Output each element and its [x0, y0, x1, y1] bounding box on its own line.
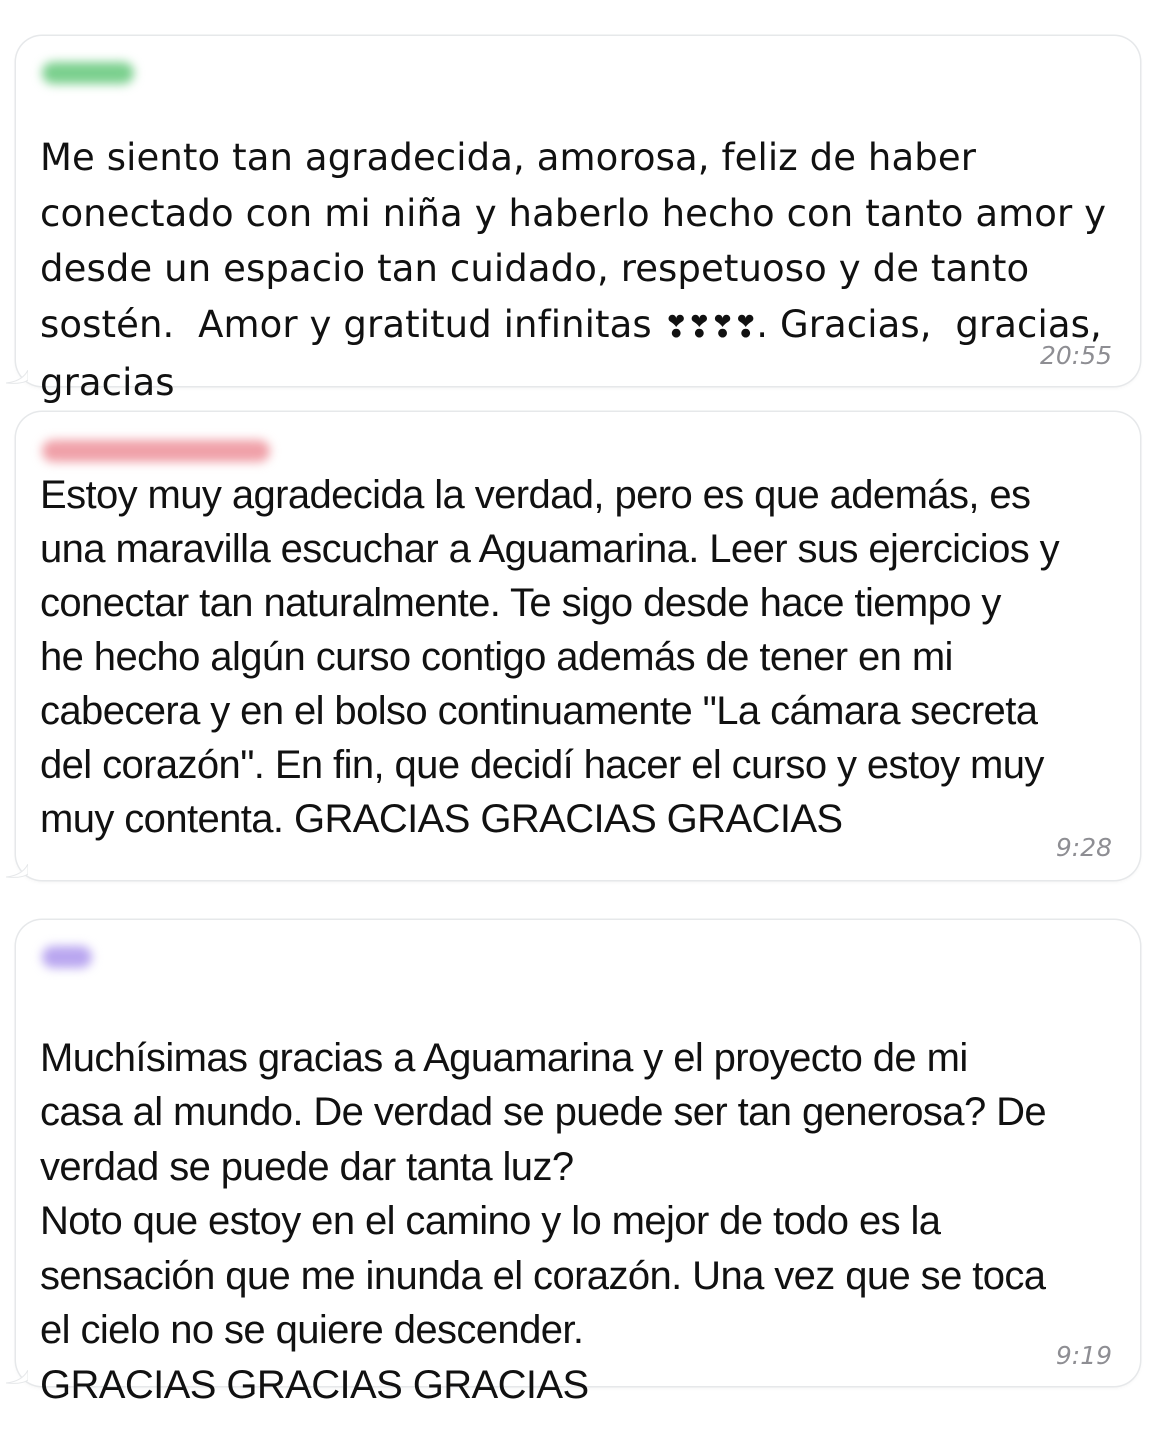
message-bubble[interactable] — [16, 36, 1140, 404]
sender-name-blurred — [42, 946, 92, 968]
sender-name-blurred — [42, 62, 134, 84]
message-bubble[interactable] — [16, 412, 1140, 880]
sender-name-blurred — [42, 440, 270, 462]
message-timestamp: 20:55 — [1039, 341, 1112, 370]
bubble-tail — [6, 1370, 28, 1384]
message-text: Me siento tan agradecida, amorosa, feliz de haber conectado con mi niña y haberlo hecho con tanto amor y desde un espacio tan cuidado, respetuoso y de tanto sostén. Amor y gratitud infinitas ❣❣❣❣. Gracias, gracias, gracias — [40, 136, 1107, 404]
heart-emoji-icon: ❣❣❣❣ — [663, 309, 757, 345]
message-text: Muchísimas gracias a Aguamarina y el proyecto de mi casa al mundo. De verdad se puede ser tan generosa? De verdad se puede dar tanta luz? Noto que estoy en el camino y lo mejor de todo es la sensación que me inunda el corazón. Una vez que se toca el cielo no se quiere descender. GRACIAS GRACIAS GRACIAS — [40, 1035, 1047, 1407]
message-text: Estoy muy agradecida la verdad, pero es que además, es una maravilla escuchar a Aguamarina. Leer sus ejercicios y conectar tan naturalmente. Te sigo desde hace tiempo y he hecho algún curso contigo además de tener en mi cabecera y en el bolso continuamente "La cámara secreta del corazón". En fin, que decidí hacer el curso y estoy muy muy contenta. GRACIAS GRACIAS GRACIAS — [40, 473, 1060, 841]
bubble-tail — [6, 370, 28, 384]
bubble-tail — [6, 864, 28, 878]
message-timestamp: 9:28 — [1055, 833, 1112, 862]
message-bubble[interactable] — [16, 920, 1140, 1407]
message-timestamp: 9:19 — [1055, 1341, 1112, 1370]
